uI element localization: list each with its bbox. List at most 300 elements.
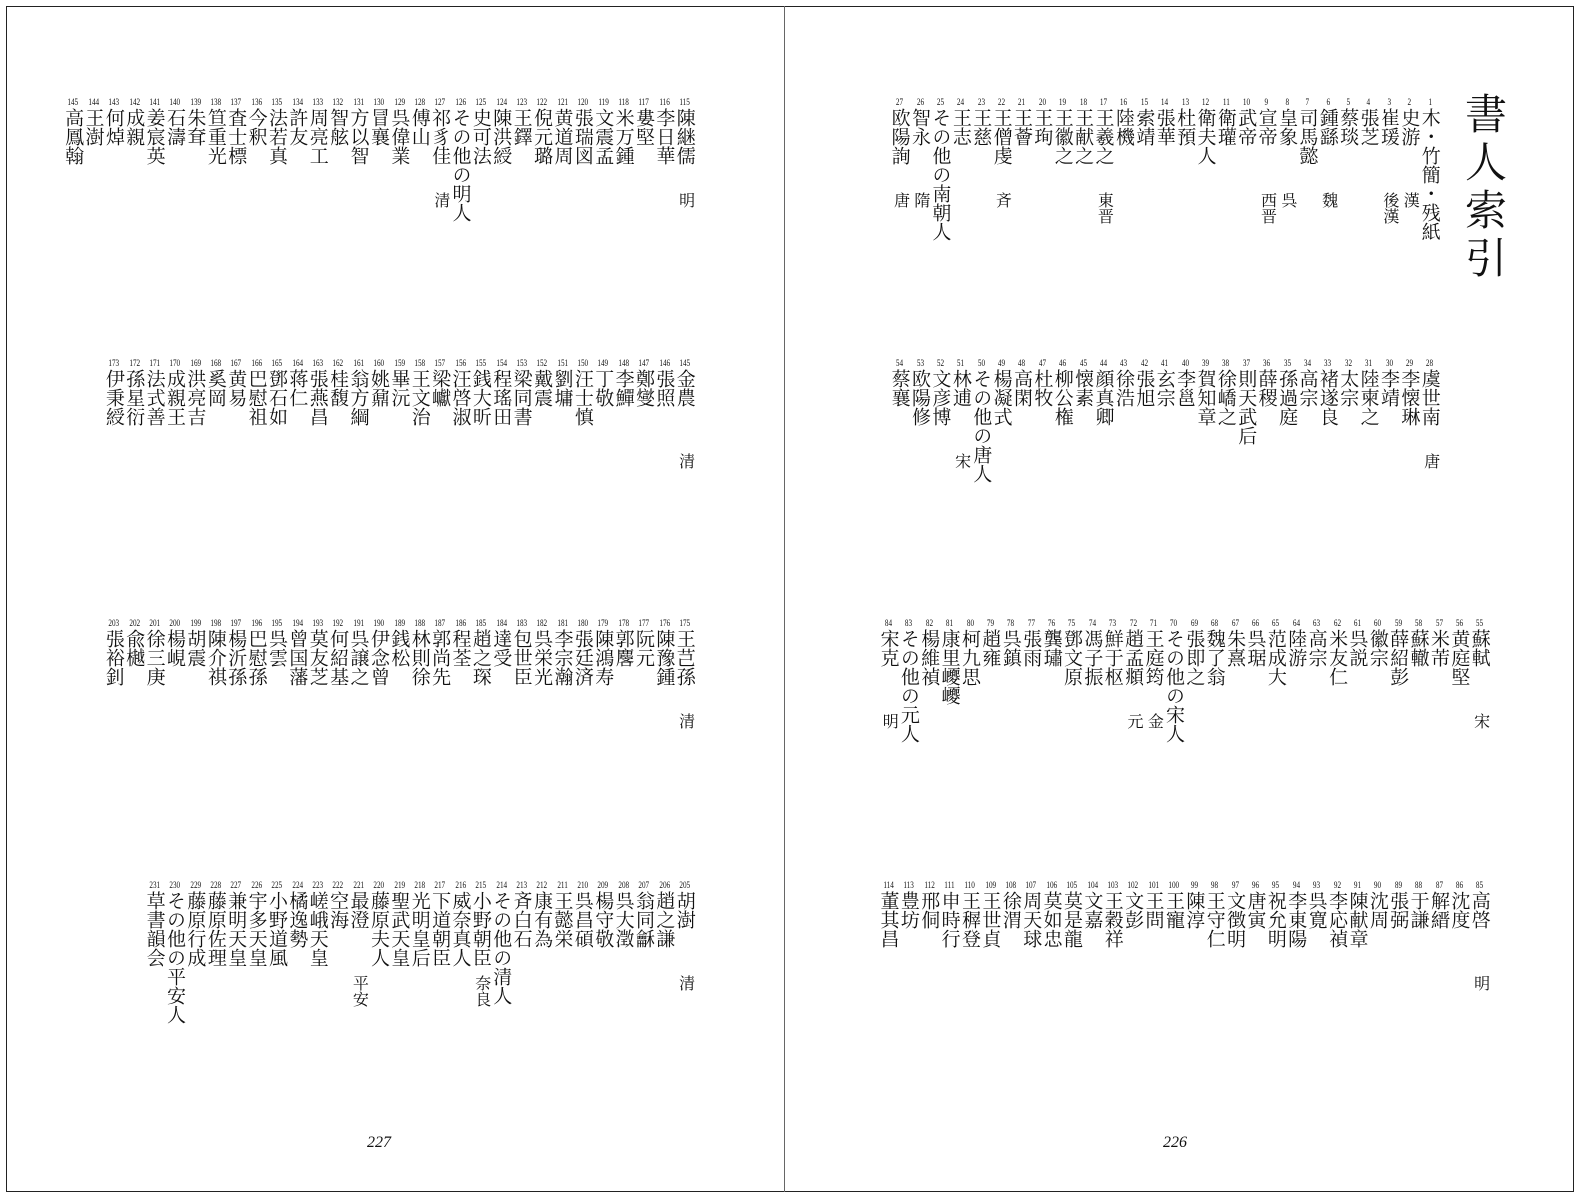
entry-name: 解縉 bbox=[1428, 891, 1451, 929]
entry-name: 文徴明 bbox=[1224, 891, 1247, 948]
index-entry bbox=[1306, 617, 1326, 743]
index-entry bbox=[1399, 357, 1419, 483]
entry-number: 54 bbox=[896, 358, 904, 368]
entry-name: 宋克 bbox=[877, 629, 900, 667]
entry-number: 77 bbox=[1027, 618, 1035, 628]
entry-number: 135 bbox=[271, 97, 283, 107]
entry-number: 82 bbox=[925, 618, 933, 628]
index-entry bbox=[1408, 617, 1428, 743]
entry-number: 219 bbox=[393, 880, 405, 890]
entry-name: 姚鼐 bbox=[367, 369, 390, 407]
entry-name: 米万鍾 bbox=[612, 108, 635, 165]
entry-number: 87 bbox=[1435, 880, 1443, 890]
entry-number: 184 bbox=[495, 618, 507, 628]
index-entry bbox=[430, 879, 450, 1024]
entry-number: 17 bbox=[1099, 97, 1108, 107]
index-entry bbox=[226, 617, 246, 686]
entry-name: 楊峴 bbox=[164, 629, 187, 667]
entry-name: 何紹基 bbox=[327, 629, 350, 686]
entry-number: 113 bbox=[903, 880, 915, 890]
entry-name: 陳介祺 bbox=[204, 629, 227, 686]
entry-name: 徐三庚 bbox=[143, 629, 166, 686]
index-entry bbox=[991, 96, 1011, 241]
index-entry bbox=[348, 617, 368, 686]
index-entry bbox=[910, 357, 930, 483]
entry-number: 45 bbox=[1079, 358, 1087, 368]
entry-name: 陳洪綬 bbox=[490, 108, 513, 165]
entry-name: 許友 bbox=[286, 108, 309, 146]
index-entry bbox=[910, 96, 930, 241]
entry-name: 呉鎮 bbox=[999, 629, 1022, 667]
entry-number: 66 bbox=[1251, 618, 1260, 628]
index-entry bbox=[410, 879, 430, 1024]
entry-number: 101 bbox=[1148, 880, 1159, 890]
index-entry bbox=[144, 617, 164, 686]
entry-number: 214 bbox=[495, 880, 507, 890]
entry-number: 9 bbox=[1264, 97, 1269, 107]
index-block-page226-row2 bbox=[889, 357, 1440, 483]
index-entry bbox=[1399, 96, 1419, 241]
entry-number: 90 bbox=[1374, 880, 1382, 890]
entry-name: 王文治 bbox=[408, 369, 431, 426]
entry-name: 張瑞図 bbox=[571, 108, 594, 165]
index-entry bbox=[348, 357, 368, 426]
entry-number: 153 bbox=[516, 358, 528, 368]
index-entry bbox=[1420, 96, 1440, 241]
entry-name: 柳公権 bbox=[1051, 369, 1074, 426]
page-number-227: 227 bbox=[367, 1134, 391, 1151]
entry-number: 27 bbox=[896, 97, 904, 107]
index-block-page226-row1 bbox=[889, 96, 1440, 241]
entry-number: 230 bbox=[169, 880, 181, 890]
entry-name: 銭松 bbox=[388, 629, 411, 667]
entry-name: 楊沂孫 bbox=[225, 629, 248, 686]
entry-name: 米芾 bbox=[1428, 629, 1451, 667]
entry-era-label: 清 bbox=[676, 975, 696, 991]
index-entry bbox=[348, 879, 368, 1024]
entry-name: 方以智 bbox=[347, 108, 370, 165]
entry-number: 50 bbox=[977, 358, 985, 368]
entry-name: 兼明天皇 bbox=[225, 891, 248, 967]
index-entry bbox=[1053, 96, 1073, 241]
entry-name: 鄧石如 bbox=[265, 369, 288, 426]
entry-number: 118 bbox=[618, 97, 629, 107]
entry-number: 168 bbox=[210, 358, 222, 368]
index-entry bbox=[1347, 879, 1367, 948]
entry-name: 高閑 bbox=[1010, 369, 1033, 407]
entry-name: 王問 bbox=[1142, 891, 1165, 929]
index-entry bbox=[348, 96, 368, 222]
entry-number: 4 bbox=[1366, 97, 1371, 107]
entry-name: 包世臣 bbox=[510, 629, 533, 686]
entry-name: 成親王 bbox=[164, 369, 187, 426]
entry-name: 祁豸佳 bbox=[429, 108, 452, 165]
entry-number: 179 bbox=[597, 618, 609, 628]
entry-number: 180 bbox=[577, 618, 589, 628]
entry-number: 10 bbox=[1242, 97, 1250, 107]
entry-name: 陳鴻寿 bbox=[592, 629, 615, 686]
entry-name: 張燕昌 bbox=[306, 369, 329, 426]
entry-name: 呉昌碩 bbox=[571, 891, 594, 948]
index-entry bbox=[1195, 357, 1215, 483]
entry-name: 曾国藩 bbox=[286, 629, 309, 686]
index-entry bbox=[613, 96, 633, 222]
entry-name: 郭尚先 bbox=[429, 629, 452, 686]
index-entry bbox=[1155, 357, 1175, 483]
index-entry bbox=[1468, 879, 1491, 991]
index-entry bbox=[389, 879, 409, 1024]
index-entry bbox=[675, 879, 695, 1024]
entry-era-label: 清 bbox=[676, 713, 696, 729]
index-entry bbox=[287, 96, 307, 222]
index-entry bbox=[1216, 357, 1236, 483]
entry-number: 43 bbox=[1120, 358, 1128, 368]
index-title: 書人索引 bbox=[1459, 92, 1508, 284]
index-entry bbox=[1266, 617, 1286, 743]
entry-name: 呉大澂 bbox=[612, 891, 635, 948]
entry-number: 73 bbox=[1109, 618, 1117, 628]
entry-name: 陳豫鍾 bbox=[653, 629, 676, 686]
index-entry bbox=[104, 357, 124, 426]
index-entry bbox=[930, 357, 950, 483]
entry-name: 王徽之 bbox=[1051, 108, 1074, 165]
entry-era-label: 宋 bbox=[1471, 713, 1491, 729]
entry-number: 40 bbox=[1181, 358, 1189, 368]
index-entry bbox=[104, 617, 124, 686]
index-entry bbox=[951, 357, 971, 483]
entry-name: 龔璛 bbox=[1040, 629, 1063, 667]
entry-era-label: 斉 bbox=[993, 192, 1013, 208]
entry-name: 陸柬之 bbox=[1357, 369, 1380, 426]
entry-name: 王羲之 bbox=[1092, 108, 1115, 165]
index-entry bbox=[1134, 96, 1154, 241]
entry-name: 空海 bbox=[327, 891, 350, 929]
index-entry bbox=[919, 879, 939, 948]
index-entry bbox=[1216, 96, 1236, 241]
entry-name: 翁方綱 bbox=[347, 369, 370, 426]
index-entry bbox=[144, 96, 164, 222]
entry-number: 98 bbox=[1211, 880, 1219, 890]
entry-name: 黄易 bbox=[225, 369, 248, 407]
index-entry bbox=[1449, 617, 1469, 743]
entry-name: 王寵 bbox=[1162, 891, 1185, 929]
index-entry bbox=[1256, 96, 1276, 241]
entry-number: 143 bbox=[108, 97, 120, 107]
entry-number: 105 bbox=[1066, 880, 1078, 890]
index-entry bbox=[634, 96, 654, 222]
index-entry bbox=[1236, 96, 1256, 241]
index-entry bbox=[1245, 879, 1265, 948]
entry-name: 胡震 bbox=[184, 629, 207, 667]
entry-number: 170 bbox=[169, 358, 181, 368]
entry-number: 126 bbox=[455, 97, 466, 107]
entry-name: 蘇轍 bbox=[1407, 629, 1430, 667]
entry-number: 165 bbox=[271, 358, 283, 368]
entry-number: 103 bbox=[1107, 880, 1119, 890]
entry-number: 110 bbox=[964, 880, 976, 890]
entry-name: 呉栄光 bbox=[531, 629, 554, 686]
entry-name: 陳献章 bbox=[1346, 891, 1369, 948]
index-entry bbox=[511, 617, 531, 686]
index-entry bbox=[1245, 617, 1265, 743]
index-entry bbox=[1318, 96, 1338, 241]
entry-name: 文震孟 bbox=[592, 108, 615, 165]
entry-name: 呉説 bbox=[1346, 629, 1369, 667]
entry-number: 30 bbox=[1385, 358, 1393, 368]
entry-number: 190 bbox=[373, 618, 385, 628]
entry-number: 88 bbox=[1415, 880, 1423, 890]
entry-name: 高啓 bbox=[1468, 891, 1491, 929]
entry-name: 高宗 bbox=[1296, 369, 1319, 407]
entry-name: 林則徐 bbox=[408, 629, 431, 686]
entry-number: 220 bbox=[373, 880, 385, 890]
entry-name: 郭麐 bbox=[612, 629, 635, 667]
index-entry bbox=[1134, 357, 1154, 483]
entry-name: 洪亮吉 bbox=[184, 369, 207, 426]
index-block-page226-row4 bbox=[877, 879, 1491, 991]
index-entry bbox=[573, 357, 593, 426]
entry-name: 張即之 bbox=[1183, 629, 1206, 686]
entry-name: 張廷済 bbox=[571, 629, 594, 686]
entry-name: その他の南朝人 bbox=[929, 108, 952, 241]
index-entry bbox=[1327, 617, 1347, 743]
index-entry bbox=[634, 617, 654, 686]
entry-number: 69 bbox=[1190, 618, 1198, 628]
entry-number: 33 bbox=[1324, 358, 1332, 368]
entry-name: 呉譲之 bbox=[347, 629, 370, 686]
entry-number: 18 bbox=[1079, 97, 1087, 107]
index-entry bbox=[450, 357, 470, 426]
entry-name: 徐嶠之 bbox=[1214, 369, 1237, 426]
index-entry bbox=[1338, 357, 1358, 483]
entry-number: 201 bbox=[149, 618, 161, 628]
entry-name: その他の元人 bbox=[897, 629, 920, 743]
index-entry bbox=[991, 357, 1011, 483]
entry-name: 黄庭堅 bbox=[1448, 629, 1471, 686]
index-entry bbox=[511, 96, 531, 222]
index-entry bbox=[369, 879, 389, 1024]
index-entry bbox=[144, 357, 164, 426]
entry-name: 戴震 bbox=[531, 369, 554, 407]
entry-name: 楊凝式 bbox=[990, 369, 1013, 426]
entry-name: 藤原行成 bbox=[184, 891, 207, 967]
index-block-page227-row1 bbox=[63, 96, 695, 222]
entry-era-label: 清 bbox=[431, 192, 451, 208]
entry-number: 122 bbox=[536, 97, 548, 107]
entry-number: 141 bbox=[149, 97, 161, 107]
index-entry bbox=[1429, 617, 1449, 743]
entry-number: 53 bbox=[916, 358, 924, 368]
entry-number: 23 bbox=[977, 97, 985, 107]
index-entry bbox=[328, 879, 348, 1024]
entry-number: 207 bbox=[638, 880, 650, 890]
index-entry bbox=[83, 96, 103, 222]
index-entry bbox=[634, 357, 654, 426]
entry-number: 117 bbox=[638, 97, 650, 107]
index-entry bbox=[878, 617, 898, 743]
index-entry bbox=[654, 357, 674, 426]
entry-name: 董其昌 bbox=[877, 891, 900, 948]
entry-number: 192 bbox=[332, 618, 344, 628]
entry-number: 51 bbox=[957, 358, 965, 368]
index-entry bbox=[1143, 879, 1163, 948]
index-entry bbox=[980, 879, 1000, 948]
entry-number: 104 bbox=[1086, 880, 1098, 890]
index-block-page227-row3 bbox=[102, 617, 696, 729]
entry-name: 莫是龍 bbox=[1060, 891, 1083, 948]
entry-number: 203 bbox=[108, 618, 120, 628]
entry-number: 140 bbox=[169, 97, 181, 107]
entry-number: 167 bbox=[230, 358, 242, 368]
index-entry bbox=[471, 96, 491, 222]
index-entry bbox=[919, 617, 939, 743]
entry-number: 163 bbox=[312, 358, 324, 368]
entry-name: 沈周 bbox=[1366, 891, 1389, 929]
entry-name: 法式善 bbox=[143, 369, 166, 426]
index-entry bbox=[124, 96, 144, 222]
index-entry bbox=[1062, 879, 1082, 948]
entry-number: 206 bbox=[659, 880, 670, 890]
entry-name: 王献之 bbox=[1072, 108, 1095, 165]
entry-name: 邢侗 bbox=[918, 891, 941, 929]
entry-number: 200 bbox=[169, 618, 181, 628]
entry-name: 劉墉 bbox=[551, 369, 574, 407]
entry-name: 李鱓 bbox=[612, 369, 635, 407]
entry-name: 聖武天皇 bbox=[388, 891, 411, 967]
entry-name: 周亮工 bbox=[306, 108, 329, 165]
entry-name: 李宗瀚 bbox=[551, 629, 574, 686]
index-entry bbox=[675, 96, 695, 222]
entry-number: 161 bbox=[353, 358, 364, 368]
index-entry bbox=[328, 357, 348, 426]
index-entry bbox=[1388, 879, 1408, 948]
entry-number: 11 bbox=[1222, 97, 1230, 107]
entry-name: 馮子振 bbox=[1081, 629, 1104, 686]
entry-name: 兪樾 bbox=[123, 629, 146, 667]
entry-number: 195 bbox=[271, 618, 283, 628]
entry-name: 桂馥 bbox=[327, 369, 350, 407]
entry-era-label: 平安 bbox=[350, 975, 370, 1007]
entry-number: 121 bbox=[557, 97, 568, 107]
index-block-page227-row4 bbox=[144, 879, 695, 1024]
entry-number: 156 bbox=[455, 358, 466, 368]
entry-name: 蒋仁 bbox=[286, 369, 309, 407]
entry-name: 則天武后 bbox=[1235, 369, 1258, 445]
entry-number: 222 bbox=[332, 880, 344, 890]
index-entry bbox=[1358, 96, 1378, 241]
index-entry bbox=[246, 879, 266, 1024]
entry-number: 61 bbox=[1353, 618, 1362, 628]
entry-number: 1 bbox=[1427, 97, 1432, 107]
index-entry bbox=[471, 357, 491, 426]
entry-number: 196 bbox=[251, 618, 262, 628]
entry-number: 209 bbox=[597, 880, 609, 890]
index-entry bbox=[185, 617, 205, 686]
index-entry bbox=[1093, 357, 1113, 483]
entry-number: 91 bbox=[1353, 880, 1362, 890]
entry-number: 225 bbox=[271, 880, 283, 890]
index-entry bbox=[654, 617, 674, 686]
entry-name: 虞世南 bbox=[1418, 369, 1441, 426]
entry-name: 皇象 bbox=[1276, 108, 1299, 146]
index-entry bbox=[573, 617, 593, 686]
entry-name: 康有為 bbox=[531, 891, 554, 948]
entry-name: 王薈 bbox=[1010, 108, 1033, 146]
entry-number: 84 bbox=[884, 618, 893, 628]
entry-number: 221 bbox=[353, 880, 364, 890]
entry-name: 陸機 bbox=[1112, 108, 1135, 146]
entry-name: 汪啓淑 bbox=[449, 369, 472, 426]
entry-name: 周天球 bbox=[1020, 891, 1043, 948]
entry-number: 12 bbox=[1201, 97, 1210, 107]
entry-name: 巴慰孫 bbox=[245, 629, 268, 686]
entry-name: 智舷 bbox=[327, 108, 350, 146]
index-entry bbox=[654, 879, 674, 1024]
entry-name: 王芑孫 bbox=[673, 629, 696, 686]
index-entry bbox=[246, 96, 266, 222]
entry-name: 呉偉業 bbox=[388, 108, 411, 165]
index-entry bbox=[267, 357, 287, 426]
index-entry bbox=[511, 357, 531, 426]
entry-number: 177 bbox=[638, 618, 650, 628]
entry-number: 224 bbox=[291, 880, 303, 890]
entry-name: 李懐琳 bbox=[1398, 369, 1421, 426]
entry-number: 223 bbox=[312, 880, 324, 890]
index-entry bbox=[1347, 617, 1367, 743]
index-entry bbox=[1082, 879, 1102, 948]
index-entry bbox=[450, 617, 470, 686]
index-entry bbox=[1318, 357, 1338, 483]
entry-number: 70 bbox=[1170, 618, 1178, 628]
entry-number: 112 bbox=[923, 880, 935, 890]
entry-number: 145 bbox=[67, 97, 79, 107]
entry-name: 衛夫人 bbox=[1194, 108, 1217, 165]
index-entry bbox=[1032, 357, 1052, 483]
entry-number: 116 bbox=[659, 97, 670, 107]
entry-name: 玄宗 bbox=[1153, 369, 1176, 407]
entry-name: 程荃 bbox=[449, 629, 472, 667]
entry-number: 181 bbox=[557, 618, 568, 628]
entry-number: 47 bbox=[1038, 358, 1046, 368]
entry-name: 呉琚 bbox=[1244, 629, 1267, 667]
index-entry bbox=[389, 617, 409, 686]
entry-name: 朱耷 bbox=[184, 108, 207, 146]
entry-name: 文嘉 bbox=[1081, 891, 1104, 929]
entry-number: 93 bbox=[1313, 880, 1321, 890]
index-entry bbox=[1041, 879, 1061, 948]
entry-name: 楊守敬 bbox=[592, 891, 615, 948]
index-entry bbox=[673, 357, 696, 469]
entry-name: 豊坊 bbox=[897, 891, 920, 929]
index-entry bbox=[1338, 96, 1358, 241]
entry-name: 王鐸 bbox=[510, 108, 533, 146]
entry-name: 李東陽 bbox=[1285, 891, 1308, 948]
entry-era-label: 明 bbox=[1471, 975, 1491, 991]
index-entry bbox=[104, 96, 124, 222]
entry-number: 109 bbox=[985, 880, 996, 890]
entry-era-label: 呉 bbox=[1278, 192, 1298, 208]
index-entry bbox=[206, 96, 226, 222]
index-entry bbox=[308, 879, 328, 1024]
entry-name: 王懿栄 bbox=[551, 891, 574, 948]
entry-name: 史游 bbox=[1398, 108, 1421, 146]
index-entry bbox=[1143, 617, 1163, 743]
entry-name: 范成大 bbox=[1264, 629, 1287, 686]
entry-number: 213 bbox=[516, 880, 528, 890]
index-entry bbox=[165, 879, 185, 1024]
index-entry bbox=[634, 879, 654, 1024]
entry-number: 152 bbox=[536, 358, 548, 368]
